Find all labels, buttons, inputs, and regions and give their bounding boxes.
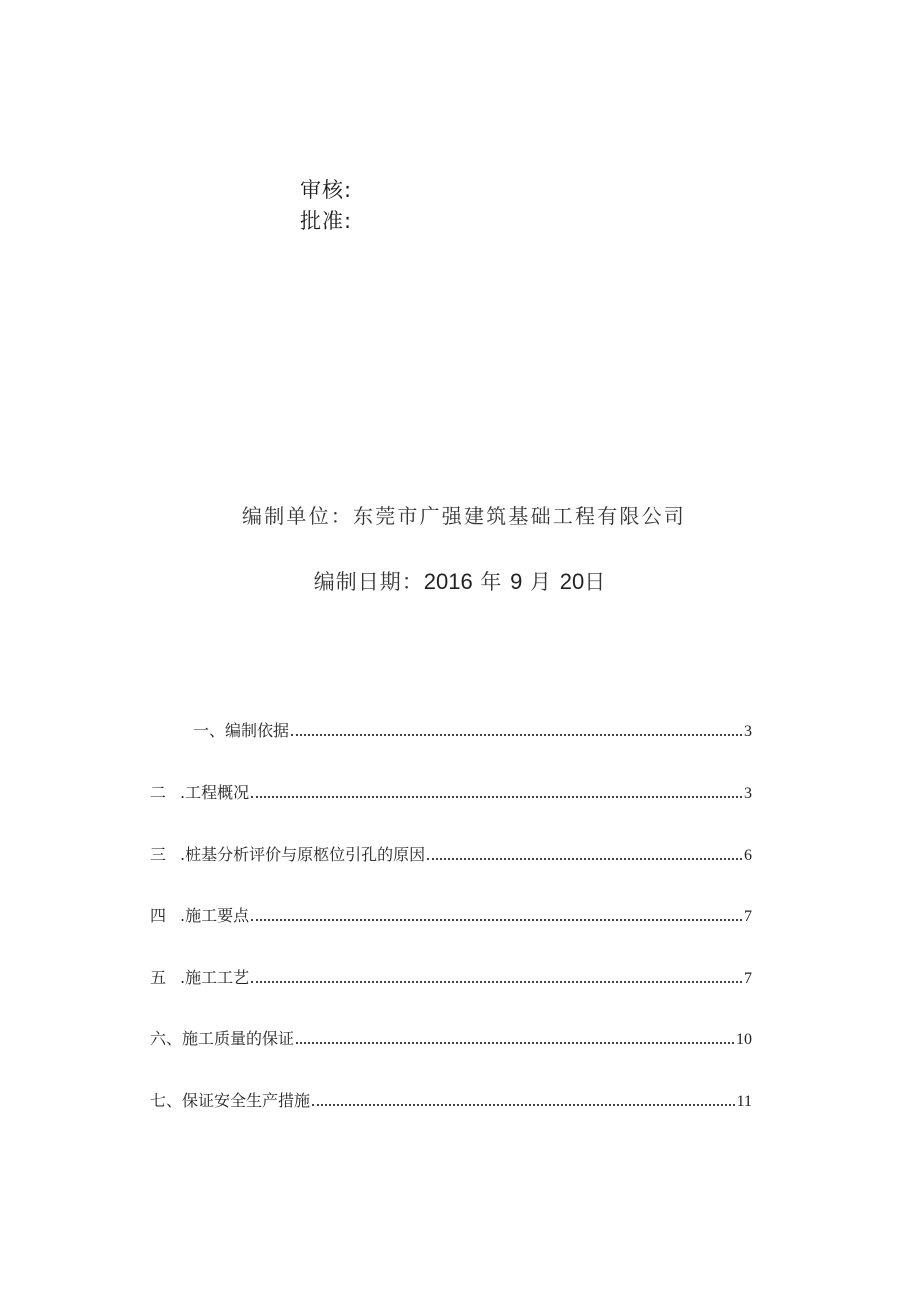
toc-entry-title: .施工要点	[180, 906, 250, 925]
approve-signoff-label: 批准:	[300, 209, 353, 233]
toc-dot-leader	[251, 981, 742, 983]
toc-entry[interactable]	[150, 902, 752, 926]
date-year: 2016	[423, 569, 473, 594]
toc-entry-page: 10	[736, 1031, 752, 1048]
toc-entry-number: 一、	[193, 721, 226, 740]
toc-dot-leader	[427, 858, 742, 860]
date-day: 20	[559, 569, 585, 594]
date-month-unit: 月	[530, 570, 553, 594]
compiling-unit-label: 编制单位：	[242, 504, 353, 528]
date-month: 9	[510, 569, 523, 594]
compiling-date-label: 编制日期：	[313, 570, 424, 594]
toc-entry-page: 3	[744, 785, 752, 802]
toc-entry[interactable]	[150, 1087, 752, 1111]
compiling-unit-line	[0, 500, 920, 529]
toc-entry-title: .工程概况	[180, 783, 250, 802]
toc-entry-page: 11	[736, 1093, 752, 1110]
toc-entry-number: 三	[150, 845, 167, 864]
date-day-unit: 日	[584, 570, 607, 594]
toc-dot-leader	[296, 1042, 734, 1044]
toc-dot-leader	[251, 796, 742, 798]
toc-entry-number: 二	[150, 783, 167, 802]
toc-entry-title: .桩基分析评价与原柩位引孔的原因	[180, 845, 426, 864]
compiling-unit-name: 东莞市广强建筑基础工程有限公司	[353, 504, 686, 528]
date-year-unit: 年	[480, 570, 503, 594]
toc-entry[interactable]	[150, 779, 752, 803]
toc-dot-leader	[251, 919, 742, 921]
toc-entry-number: 四	[150, 906, 167, 925]
toc-entry-title: 施工质量的保证	[182, 1029, 295, 1048]
toc-entry-title: 保证安全生产措施	[182, 1091, 311, 1110]
toc-entry-page: 7	[744, 970, 752, 987]
toc-entry-number: 六、	[150, 1029, 183, 1048]
compiling-date-line	[0, 566, 920, 596]
toc-entry[interactable]	[193, 717, 752, 741]
toc-entry[interactable]	[150, 1025, 752, 1049]
toc-entry-page: 6	[744, 847, 752, 864]
toc-dot-leader	[312, 1104, 735, 1106]
toc-entry-title: 编制依据	[225, 721, 290, 740]
toc-entry[interactable]	[150, 841, 752, 865]
toc-entry-title: .施工工艺	[180, 968, 250, 987]
review-signoff-label: 审核:	[300, 178, 353, 202]
toc-entry[interactable]	[150, 964, 752, 988]
toc-entry-number: 五	[150, 968, 167, 987]
toc-entry-page: 7	[744, 908, 752, 925]
toc-dot-leader	[291, 734, 742, 736]
toc-entry-page: 3	[744, 723, 752, 740]
toc-entry-number: 七、	[150, 1091, 183, 1110]
